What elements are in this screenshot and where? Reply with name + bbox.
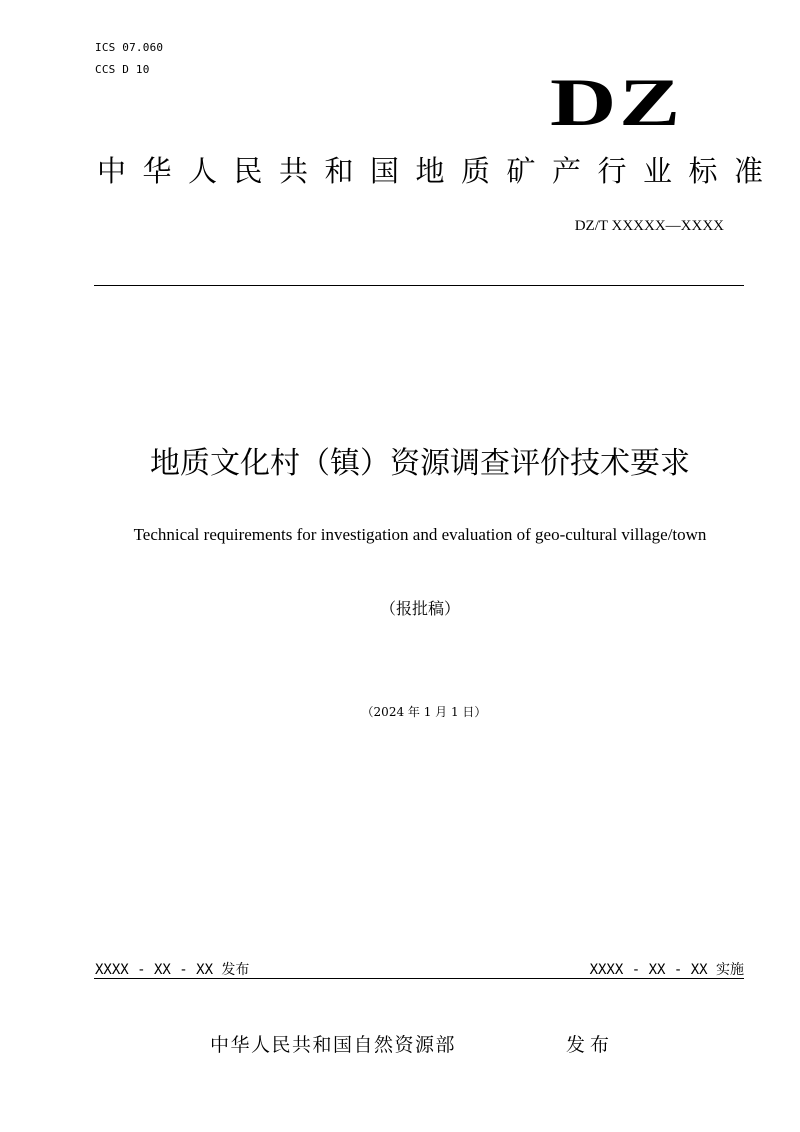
- document-title-zh: 地质文化村（镇）资源调查评价技术要求: [150, 446, 690, 481]
- ccs-code: CCS D 10: [95, 63, 150, 76]
- publisher-name: 中华人民共和国自然资源部: [210, 1034, 457, 1056]
- header-divider: [94, 285, 744, 286]
- standard-title: 中华人民共和国地质矿产行业标准: [97, 154, 780, 188]
- publish-label: 发布: [566, 1034, 615, 1056]
- implementation-date: XXXX - XX - XX 实施: [589, 962, 744, 978]
- document-title-en: Technical requirements for investigation and evaluation of geo-cultural village/town: [133, 525, 707, 544]
- footer-divider: [94, 978, 744, 979]
- dz-logo: DZ: [550, 64, 683, 140]
- issue-date: XXXX - XX - XX 发布: [95, 962, 250, 978]
- draft-status: （报批稿）: [379, 599, 460, 618]
- document-number: DZ/T XXXXX—XXXX: [574, 218, 724, 234]
- ics-code: ICS 07.060: [95, 41, 164, 54]
- draft-date: （2024 年 1 月 1 日）: [361, 705, 487, 719]
